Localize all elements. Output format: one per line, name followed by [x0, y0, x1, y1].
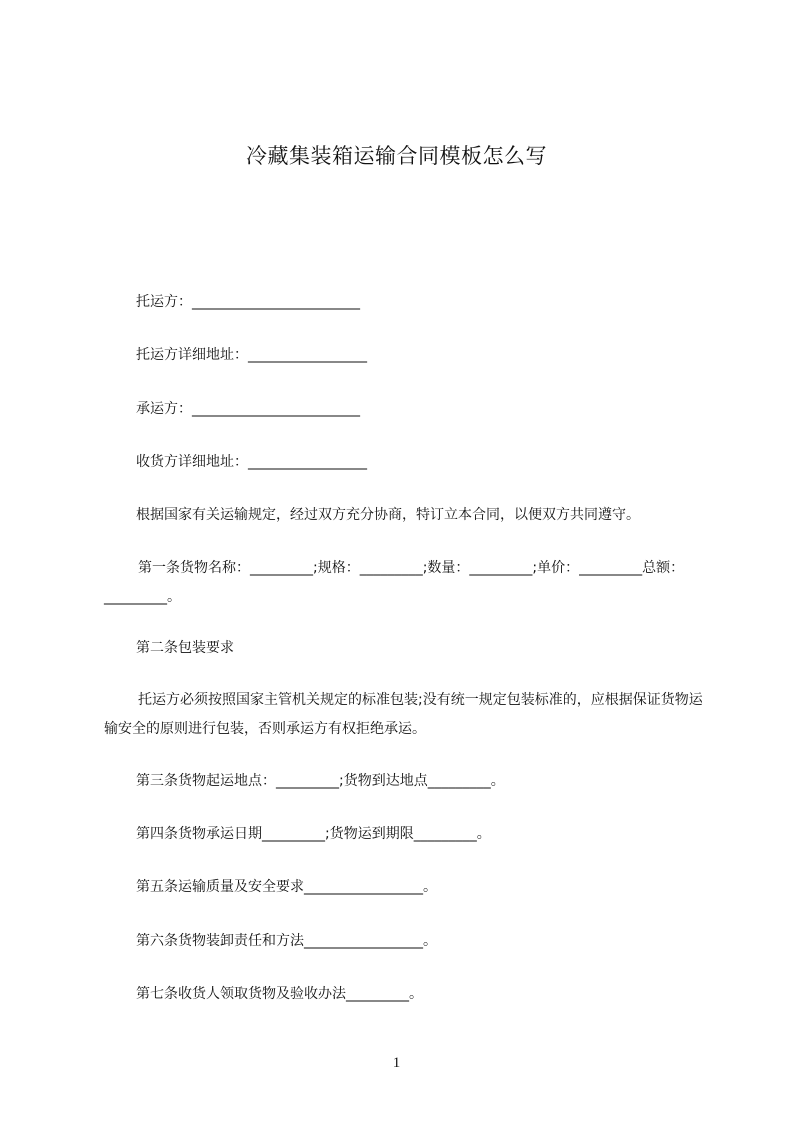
- article-2-heading: 第二条包装要求: [136, 640, 234, 656]
- article-5: 第五条运输质量及安全要求_________________。: [136, 879, 437, 895]
- page-number: 1: [392, 1055, 401, 1071]
- article-2-body: 托运方必须按照国家主管机关规定的标准包装;没有统一规定包装标准的，应根据保证货物运输安全的原则进行包装，否则承运方有权拒绝承运。: [104, 692, 703, 737]
- consignee-address-field: 收货方详细地址：_________________: [136, 454, 367, 470]
- intro-paragraph: 根据国家有关运输规定，经过双方充分协商，特订立本合同，以便双方共同遵守。: [136, 507, 640, 523]
- shipper-field: 托运方：________________________: [136, 294, 360, 310]
- carrier-field: 承运方：________________________: [136, 401, 360, 417]
- article-7: 第七条收货人领取货物及验收办法_________。: [136, 986, 423, 1002]
- article-4: 第四条货物承运日期_________;货物运到期限_________。: [136, 826, 491, 842]
- document-title: 冷藏集装箱运输合同模板怎么写: [246, 144, 547, 168]
- shipper-address-field: 托运方详细地址：_________________: [136, 347, 367, 363]
- article-3: 第三条货物起运地点：_________;货物到达地点_________。: [136, 773, 505, 789]
- article-6: 第六条货物装卸责任和方法_________________。: [136, 933, 437, 949]
- article-1: 第一条货物名称：_________;规格：_________;数量：_________;单价：_________总额：_________。: [104, 560, 685, 605]
